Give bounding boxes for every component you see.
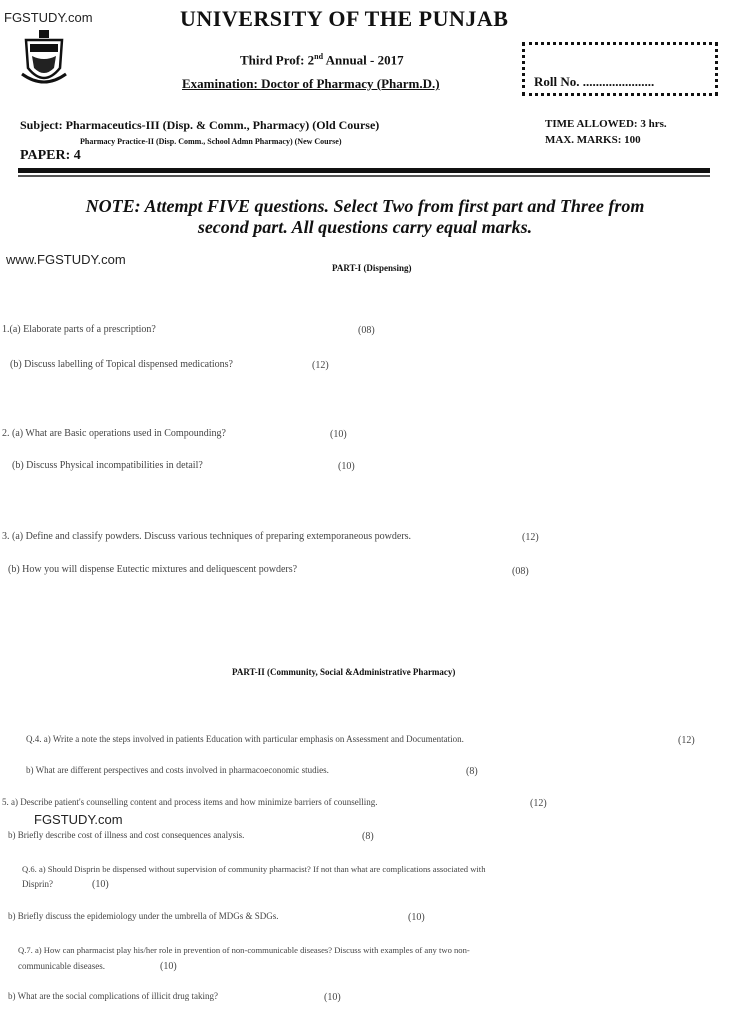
- watermark-top: FGSTUDY.com: [4, 10, 93, 25]
- question-5b: b) Briefly describe cost of illness and cost consequences analysis.: [8, 830, 245, 840]
- exam-year-line: Third Prof: 2nd Annual - 2017: [240, 52, 404, 68]
- time-allowed: TIME ALLOWED: 3 hrs.: [545, 118, 667, 130]
- question-6a-marks: (10): [92, 879, 109, 890]
- question-3b-marks: (08): [512, 566, 529, 577]
- question-3a-marks: (12): [522, 532, 539, 543]
- header-rule-thick: [18, 168, 710, 173]
- note-line-1: NOTE: Attempt FIVE questions. Select Two from first part and Three from: [85, 196, 645, 216]
- question-1a: 1.(a) Elaborate parts of a prescription?: [2, 324, 156, 335]
- subject-line-new-course: Pharmacy Practice-II (Disp. Comm., School Admn Pharmacy) (New Course): [80, 137, 342, 146]
- subject-line: Subject: Pharmaceutics-III (Disp. & Comm., Pharmacy) (Old Course): [20, 118, 380, 132]
- question-2a-marks: (10): [330, 429, 347, 440]
- part-1-heading: PART-I (Dispensing): [332, 263, 412, 273]
- question-6a-continued: Disprin?: [22, 879, 53, 889]
- watermark-lower: FGSTUDY.com: [34, 812, 123, 827]
- question-7a-continued: communicable diseases.: [18, 961, 105, 971]
- header-rule-thin: [18, 175, 710, 177]
- max-marks: MAX. MARKS: 100: [545, 134, 641, 146]
- question-1a-marks: (08): [358, 325, 375, 336]
- question-6a: Q.6. a) Should Disprin be dispensed without supervision of community pharmacist? If not than what are complications associated with: [22, 864, 486, 874]
- question-7b-marks: (10): [324, 992, 341, 1003]
- question-7b: b) What are the social complications of illicit drug taking?: [8, 991, 219, 1001]
- question-5a: 5. a) Describe patient's counselling content and process items and how minimize barriers of counselling.: [2, 797, 378, 807]
- question-1b: (b) Discuss labelling of Topical dispensed medications?: [10, 359, 233, 370]
- question-7a-marks: (10): [160, 961, 177, 972]
- question-5b-marks: (8): [362, 831, 374, 842]
- question-3b: (b) How you will dispense Eutectic mixtures and deliquescent powders?: [8, 564, 298, 575]
- question-7a: Q.7. a) How can pharmacist play his/her role in prevention of non-communicable diseases? Discuss with examples of any two non-: [18, 945, 470, 955]
- question-1b-marks: (12): [312, 360, 329, 371]
- question-2a: 2. (a) What are Basic operations used in Compounding?: [2, 428, 226, 439]
- question-5a-marks: (12): [530, 798, 547, 809]
- question-6b: b) Briefly discuss the epidemiology under the umbrella of MDGs & SDGs.: [8, 911, 279, 921]
- note-line-2: second part. All questions carry equal marks.: [197, 217, 533, 237]
- university-crest-icon: [20, 28, 68, 90]
- question-4b-marks: (8): [466, 766, 478, 777]
- question-4a-marks: (12): [678, 735, 695, 746]
- question-4a: Q.4. a) Write a note the steps involved in patients Education with particular emphasis on Assessment and Documentation.: [26, 734, 464, 744]
- part-2-heading: PART-II (Community, Social &Administrative Pharmacy): [232, 667, 456, 677]
- question-6b-marks: (10): [408, 912, 425, 923]
- question-3a: 3. (a) Define and classify powders. Discuss various techniques of preparing extemporaneous powders.: [2, 531, 412, 542]
- watermark-middle: www.FGSTUDY.com: [6, 252, 126, 267]
- university-title: UNIVERSITY OF THE PUNJAB: [180, 6, 509, 31]
- question-4b: b) What are different perspectives and costs involved in pharmacoeconomic studies.: [26, 765, 329, 775]
- question-2b: (b) Discuss Physical incompatibilities in detail?: [12, 460, 203, 471]
- examination-title: Examination: Doctor of Pharmacy (Pharm.D.): [182, 76, 440, 91]
- roll-number-label: Roll No. ......................: [534, 74, 655, 89]
- paper-number: PAPER: 4: [20, 148, 81, 163]
- question-2b-marks: (10): [338, 461, 355, 472]
